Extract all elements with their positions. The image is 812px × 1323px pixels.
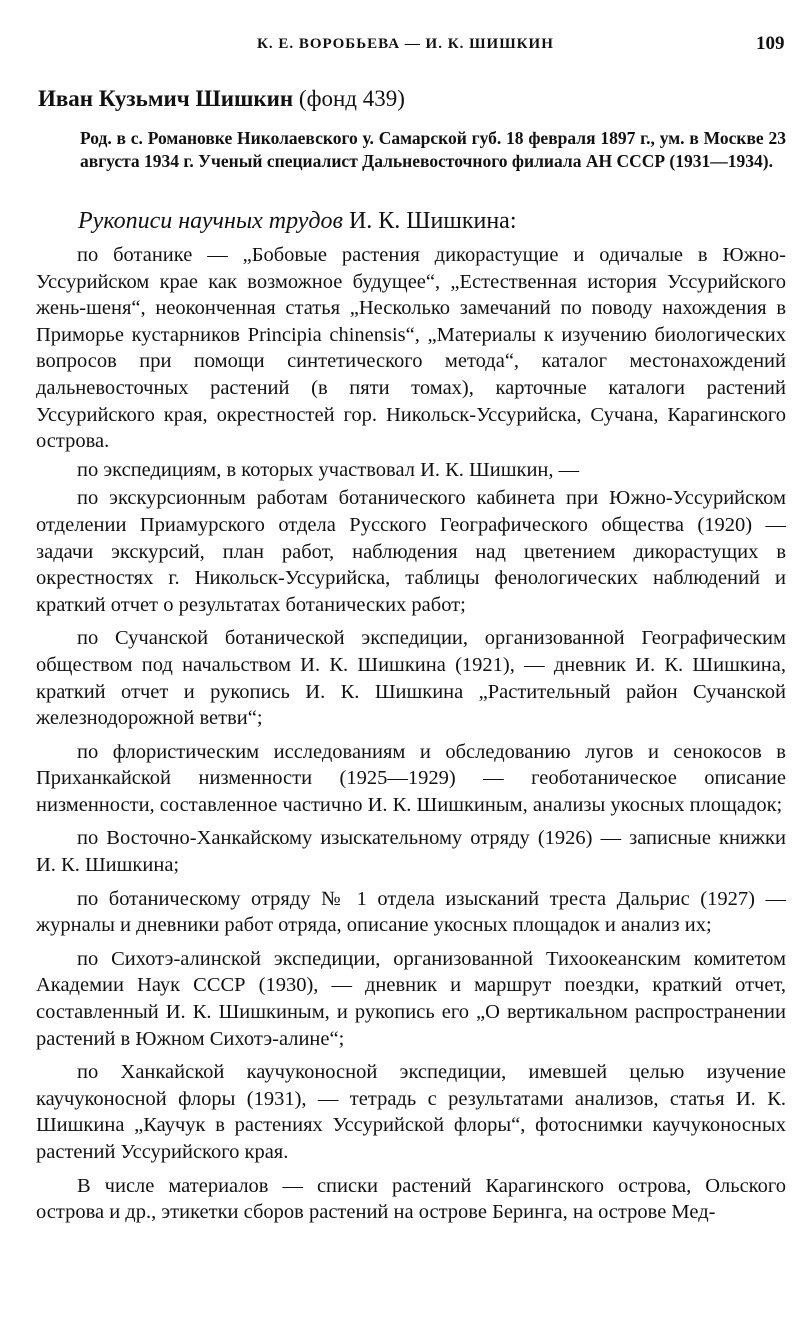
- section-heading: [78, 208, 516, 235]
- person-name: Иван Кузьмич Шишкин: [38, 86, 294, 111]
- section-heading-italic: Рукописи научных трудов: [78, 208, 343, 234]
- paragraph-suchan-expedition: по Сучанской ботанической экспедиции, организованной Географическим обществом под начальством И. К. Шишкина (1921), — дневник И. К. Шишкина, краткий отчет и рукопись И. К. Шишкина „Растительный район Сучанской железнодорожной ветви“;: [36, 627, 786, 730]
- paragraph-excursion-works: по экскурсионным работам ботанического кабинета при Южно-Уссурийском отделении Приамурского отдела Русского Географического общества (1920) — задачи экскурсий, план работ, наблюдения над цветением дикорастущих в окрестностях г. Никольск-Уссурийска, таблицы фенологических наблюдений и краткий отчет о результатах ботанических работ;: [36, 487, 786, 616]
- paragraph-materials: В числе материалов — списки растений Карагинского острова, Ольского острова и др., этикетки сборов растений на острове Беринга, на острове Мед-: [36, 1174, 786, 1224]
- body-text: [36, 242, 786, 1226]
- fund-number: (фонд 439): [298, 86, 405, 111]
- page-number: 109: [756, 33, 785, 54]
- entry-title: [38, 86, 405, 112]
- paragraph-rubber-expedition: по Ханкайской каучуконосной экспедиции, имевшей целью изучение каучуконосной флоры (1931), — тетрадь с результатами анализов, статья И. К. Шишкина „Каучук в растениях Уссурийской флоры“, фотоснимки каучуконосных растений Уссурийского края.: [36, 1061, 786, 1163]
- paragraph-east-khanka-detachment: по Восточно-Ханкайскому изыскательному отряду (1926) — записные книжки И. К. Шишкина;: [36, 827, 786, 877]
- paragraph-khanka-lowland: по флористическим исследованиям и обследованию лугов и сенокосов в Приханкайской низменности (1925—1929) — геоботаническое описание низменности, составленное частично И. К. Шишкиным, анализы укосных площадок;: [36, 740, 786, 816]
- paragraph-sikhote-alin-expedition: по Сихотэ-алинской экспедиции, организованной Тихоокеанским комитетом Академии Наук СССР (1930), — дневник и маршрут поездки, краткий отчет, составленный И. К. Шишкиным, и рукопись его „О вертикальном распространении растений в Южном Сихотэ-алине“;: [36, 947, 786, 1050]
- running-head: К. Е. ВОРОБЬЕВА — И. К. ШИШКИН: [257, 36, 554, 52]
- paragraph-expeditions-intro: по экспедициям, в которых участвовал И. К. Шишкин, —: [77, 458, 580, 481]
- paragraph-botany: по ботанике — „Бобовые растения дикорастущие и одичалые в Южно-Уссурийском крае как возможное будущее“, „Естественная история Уссурийского жень-шеня“, неоконченная статья „Несколько замечаний по поводу нахождения в Приморье кустарников Principia chinensis“, „Материалы к изучению биологических вопросов при помощи синтетического метода“, каталог местонахождений дальневосточных растений (в пяти томах), карточные каталоги растений Уссурийского края, окрестностей гор. Никольск-Уссурийска, Сучана, Карагинского острова.: [36, 244, 786, 453]
- biography-note: Род. в с. Романовке Николаевского у. Самарской губ. 18 февраля 1897 г., ум. в Москве 23 августа 1934 г. Ученый специалист Дальневосточного филиала АН СССР (1931—1934).: [80, 128, 786, 171]
- paragraph-botanical-detachment: по ботаническому отряду № 1 отдела изысканий треста Дальрис (1927) — журналы и дневники работ отряда, описание укосных площадок и анализ их;: [36, 887, 786, 937]
- section-heading-rest: И. К. Шишкина:: [342, 208, 517, 234]
